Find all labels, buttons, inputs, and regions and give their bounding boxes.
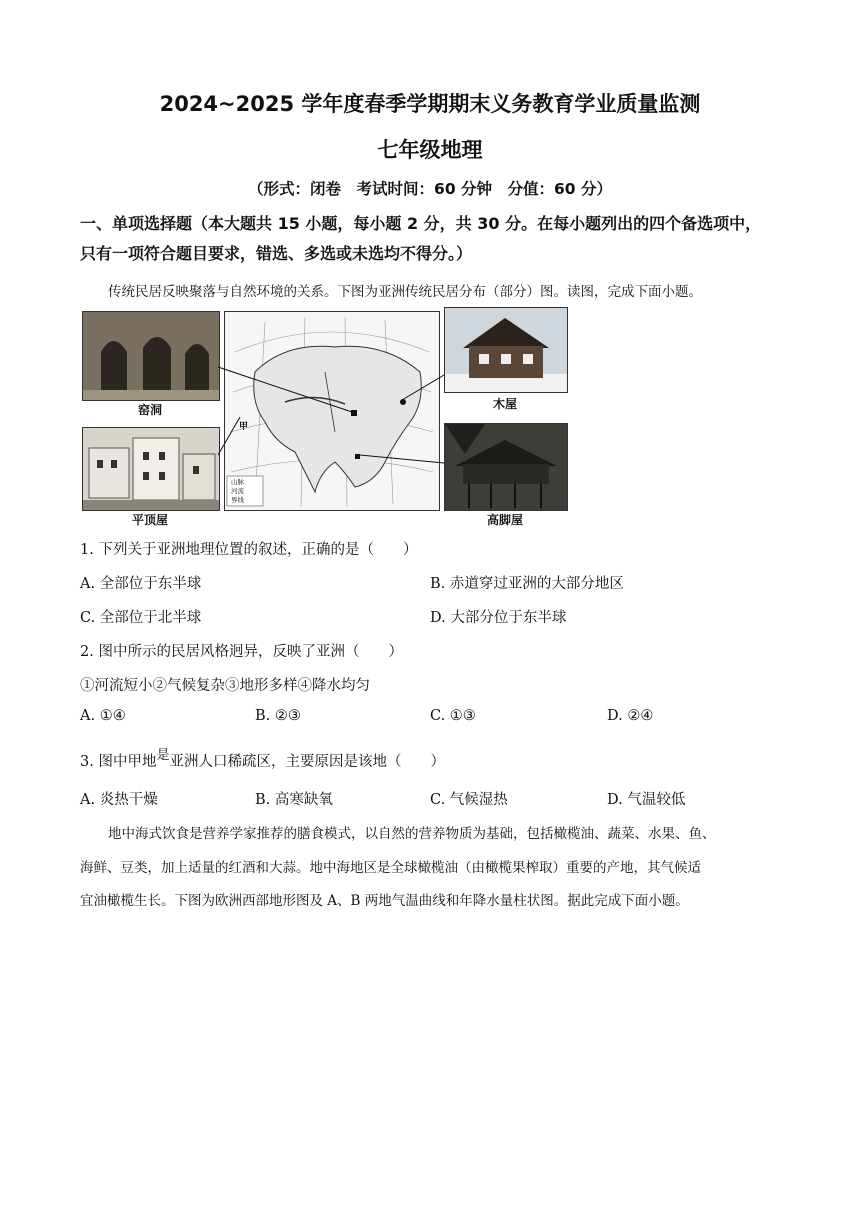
intro-paragraph-2-line2: 海鲜、豆类，加上适量的红酒和大蒜。地中海地区是全球橄榄油（由橄榄果榨取）重要的产地，其气候适 [80,860,701,876]
q1-option-a: A. 全部位于东半球 [80,576,202,592]
q3-option-b: B. 高寒缺氧 [255,792,333,808]
q3-option-d: D. 气温较低 [607,792,686,808]
caption-stilt-house: 高脚屋 [486,513,523,527]
q2-stem: 2. 图中所示的民居风格迥异，反映了亚洲（ ） [80,644,403,660]
q2-option-a: A. ①④ [80,708,126,724]
q3-stem-post: 亚洲人口稀疏区，主要原因是该地（ ） [169,754,445,770]
exam-info: （形式：闭卷 考试时间：60 分钟 分值：60 分） [248,180,612,198]
intro-paragraph-2-line3: 宜油橄榄生长。下图为欧洲西部地形图及 A、B 两地气温曲线和年降水量柱状图。据此完成下面小题。 [80,893,689,909]
q1-option-d: D. 大部分位于东半球 [430,610,567,626]
q1-option-b: B. 赤道穿过亚洲的大部分地区 [430,576,624,592]
q2-option-c: C. ①③ [430,708,476,724]
q3-option-a: A. 炎热干燥 [80,792,158,808]
q1-stem: 1. 下列关于亚洲地理位置的叙述，正确的是（ ） [80,542,418,558]
caption-flat-roof: 平顶屋 [131,513,168,527]
exam-subtitle: 七年级地理 [377,138,483,162]
q2-option-d: D. ②④ [607,708,654,724]
q3-stem [80,750,445,771]
caption-wooden-house: 木屋 [492,397,517,411]
intro-paragraph-1: 传统民居反映聚落与自然环境的关系。下图为亚洲传统民居分布（部分）图。读图，完成下面小题。 [108,284,702,300]
q2-option-b: B. ②③ [255,708,301,724]
q3-stem-pre: 3. 图中甲地 [80,754,157,770]
q3-option-c: C. 气候湿热 [430,792,508,808]
figure-connector-lines [80,305,570,527]
q2-items: ①河流短小②气候复杂③地形多样④降水均匀 [80,678,370,694]
section-heading-line2: 只有一项符合题目要求，错选、多选或未选均不得分。） [80,244,473,263]
map-label-jia: 甲 [239,422,249,432]
exam-title: 2024~2025 学年度春季学期期末义务教育学业质量监测 [159,92,701,116]
intro-paragraph-2-line1: 地中海式饮食是营养学家推荐的膳食模式，以自然的营养物质为基础，包括橄榄油、蔬菜、水果、鱼、 [108,826,716,842]
legend-mountains: 山脉 [231,478,244,486]
q1-option-c: C. 全部位于北半球 [80,610,202,626]
legend-boundary: 界线 [231,496,244,504]
figure-asia-dwellings [80,305,570,527]
legend-rivers: 河流 [231,487,244,495]
caption-cave: 窑洞 [137,403,162,417]
q3-stem-sup: 是 [156,748,170,763]
section-heading-line1: 一、单项选择题（本大题共 15 小题，每小题 2 分，共 30 分。在每小题列出的四个备选项中， [80,214,762,233]
